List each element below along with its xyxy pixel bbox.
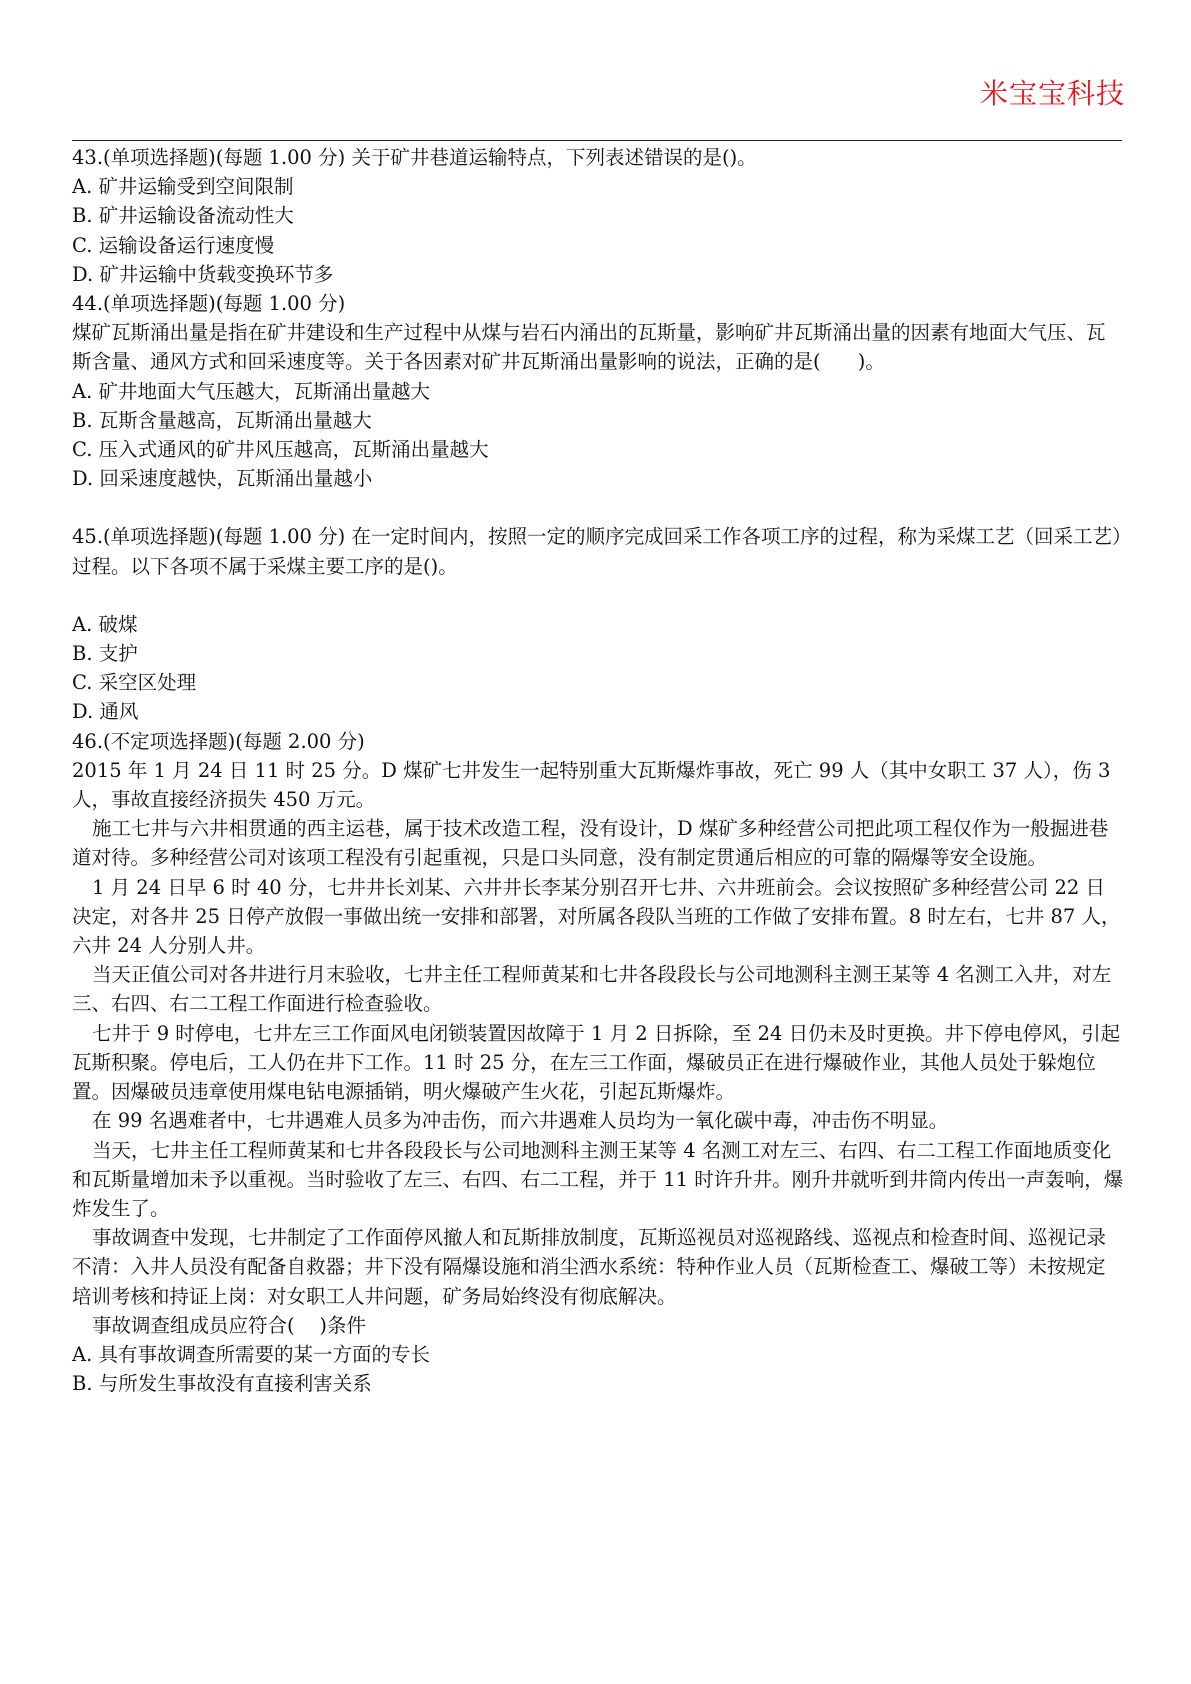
sub-question: 事故调查组成员应符合( )条件 [92,1313,367,1337]
header-rule [72,140,1122,141]
spacer [72,581,1124,610]
option-a: A. 破煤 [72,612,138,636]
question-stem: 43.(单项选择题)(每题 1.00 分) 关于矿井巷道运输特点，下列表述错误的是()。 [72,146,757,169]
case-intro: 2015 年 1 月 24 日 11 时 25 分。D 煤矿七井发生一起特别重大瓦斯爆炸事故，死亡 99 人（其中女职工 37 人），伤 3 人，事故直接经济损失 450 万元。 [72,758,1117,812]
option-d: D. 回采速度越快，瓦斯涌出量越小 [72,467,373,491]
question-45 [72,522,1124,726]
case-paragraph: 事故调查中发现，七井制定了工作面停风撤人和瓦斯排放制度，瓦斯巡视员对巡视路线、巡视点和检查时间、巡视记录不清：入井人员没有配备自救器；井下没有隔爆设施和消尘洒水系统：特种作业人员（瓦斯检查工、爆破工等）未按规定培训考核和持证上岗：对女职工人井问题，矿务局始终没有彻底解决。 [72,1226,1107,1308]
option-d: D. 通风 [72,700,139,724]
question-stem: 煤矿瓦斯涌出量是指在矿井建设和生产过程中从煤与岩石内涌出的瓦斯量，影响矿井瓦斯涌出量的因素有地面大气压、瓦斯含量、通风方式和回采速度等。关于各因素对矿井瓦斯涌出量影响的说法，正确的是( )。 [72,321,1106,374]
case-paragraph: 在 99 名遇难者中，七井遇难人员多为冲击伤，而六井遇难人员均为一氧化碳中毒，冲击伤不明显。 [92,1109,949,1133]
option-c: C. 采空区处理 [72,671,197,695]
option-b: B. 支护 [72,642,138,666]
question-heading: 46.(不定项选择题)(每题 2.00 分) [72,729,365,753]
option-c: C. 压入式通风的矿井风压越高，瓦斯涌出量越大 [72,438,489,462]
option-a: A. 矿井运输受到空间限制 [72,175,294,199]
question-heading: 44.(单项选择题)(每题 1.00 分) [72,292,346,316]
brand-watermark: 米宝宝科技 [979,77,1125,110]
question-46 [72,727,1124,1399]
case-paragraph: 当天，七井主任工程师黄某和七井各段段长与公司地测科主测王某等 4 名测工对左三、右四、右二工程工作面地质变化和瓦斯量增加未予以重视。当时验收了左三、右四、右二工程，并于 11 时许升井。刚升井就听到井筒内传出一声轰响，爆炸发生了。 [72,1138,1124,1220]
option-b: B. 与所发生事故没有直接利害关系 [72,1372,372,1396]
case-paragraph: 施工七井与六井相贯通的西主运巷，属于技术改造工程，没有设计，D 煤矿多种经营公司把此项工程仅作为一般掘进巷道对待。多种经营公司对该项工程没有引起重视，只是口头同意，没有制定贯通后相应的可靠的隔爆等安全设施。 [72,817,1109,870]
case-paragraph: 1 月 24 日早 6 时 40 分，七井井长刘某、六井井长李某分别召开七井、六井班前会。会议按照矿多种经营公司 22 日决定，对各井 25 日停产放假一事做出统一安排和部署，对所属各段队当班的工作做了安排布置。8 时左右，七井 87 人，六井 24 人分别人井。 [72,875,1121,958]
option-c: C. 运输设备运行速度慢 [72,233,275,257]
document-body [72,143,1124,1398]
option-a: A. 具有事故调查所需要的某一方面的专长 [72,1342,430,1366]
question-43 [72,143,1124,289]
question-44 [72,289,1124,493]
option-b: B. 矿井运输设备流动性大 [72,204,294,228]
option-a: A. 矿井地面大气压越大，瓦斯涌出量越大 [72,379,430,403]
option-b: B. 瓦斯含量越高，瓦斯涌出量越大 [72,408,372,432]
spacer [72,493,1124,522]
case-paragraph: 当天正值公司对各井进行月末验收，七井主任工程师黄某和七井各段段长与公司地测科主测王某等 4 名测工入井，对左三、右四、右二工程工作面进行检查验收。 [72,963,1112,1016]
question-stem: 45.(单项选择题)(每题 1.00 分) 在一定时间内，按照一定的顺序完成回采工作各项工序的过程，称为采煤工艺（回采工艺）过程。以下各项不属于采煤主要工序的是()。 [72,525,1122,578]
case-paragraph: 七井于 9 时停电，七井左三工作面风电闭锁装置因故障于 1 月 2 日拆除，至 24 日仍未及时更换。井下停电停风，引起瓦斯积聚。停电后，工人仍在井下工作。11 时 25 分，在左三工作面，爆破员正在进行爆破作业，其他人员处于躲炮位置。因爆破员违章使用煤电钻电源插销，明火爆破产生火花，引起瓦斯爆炸。 [72,1021,1121,1104]
option-d: D. 矿井运输中货载变换环节多 [72,262,334,286]
